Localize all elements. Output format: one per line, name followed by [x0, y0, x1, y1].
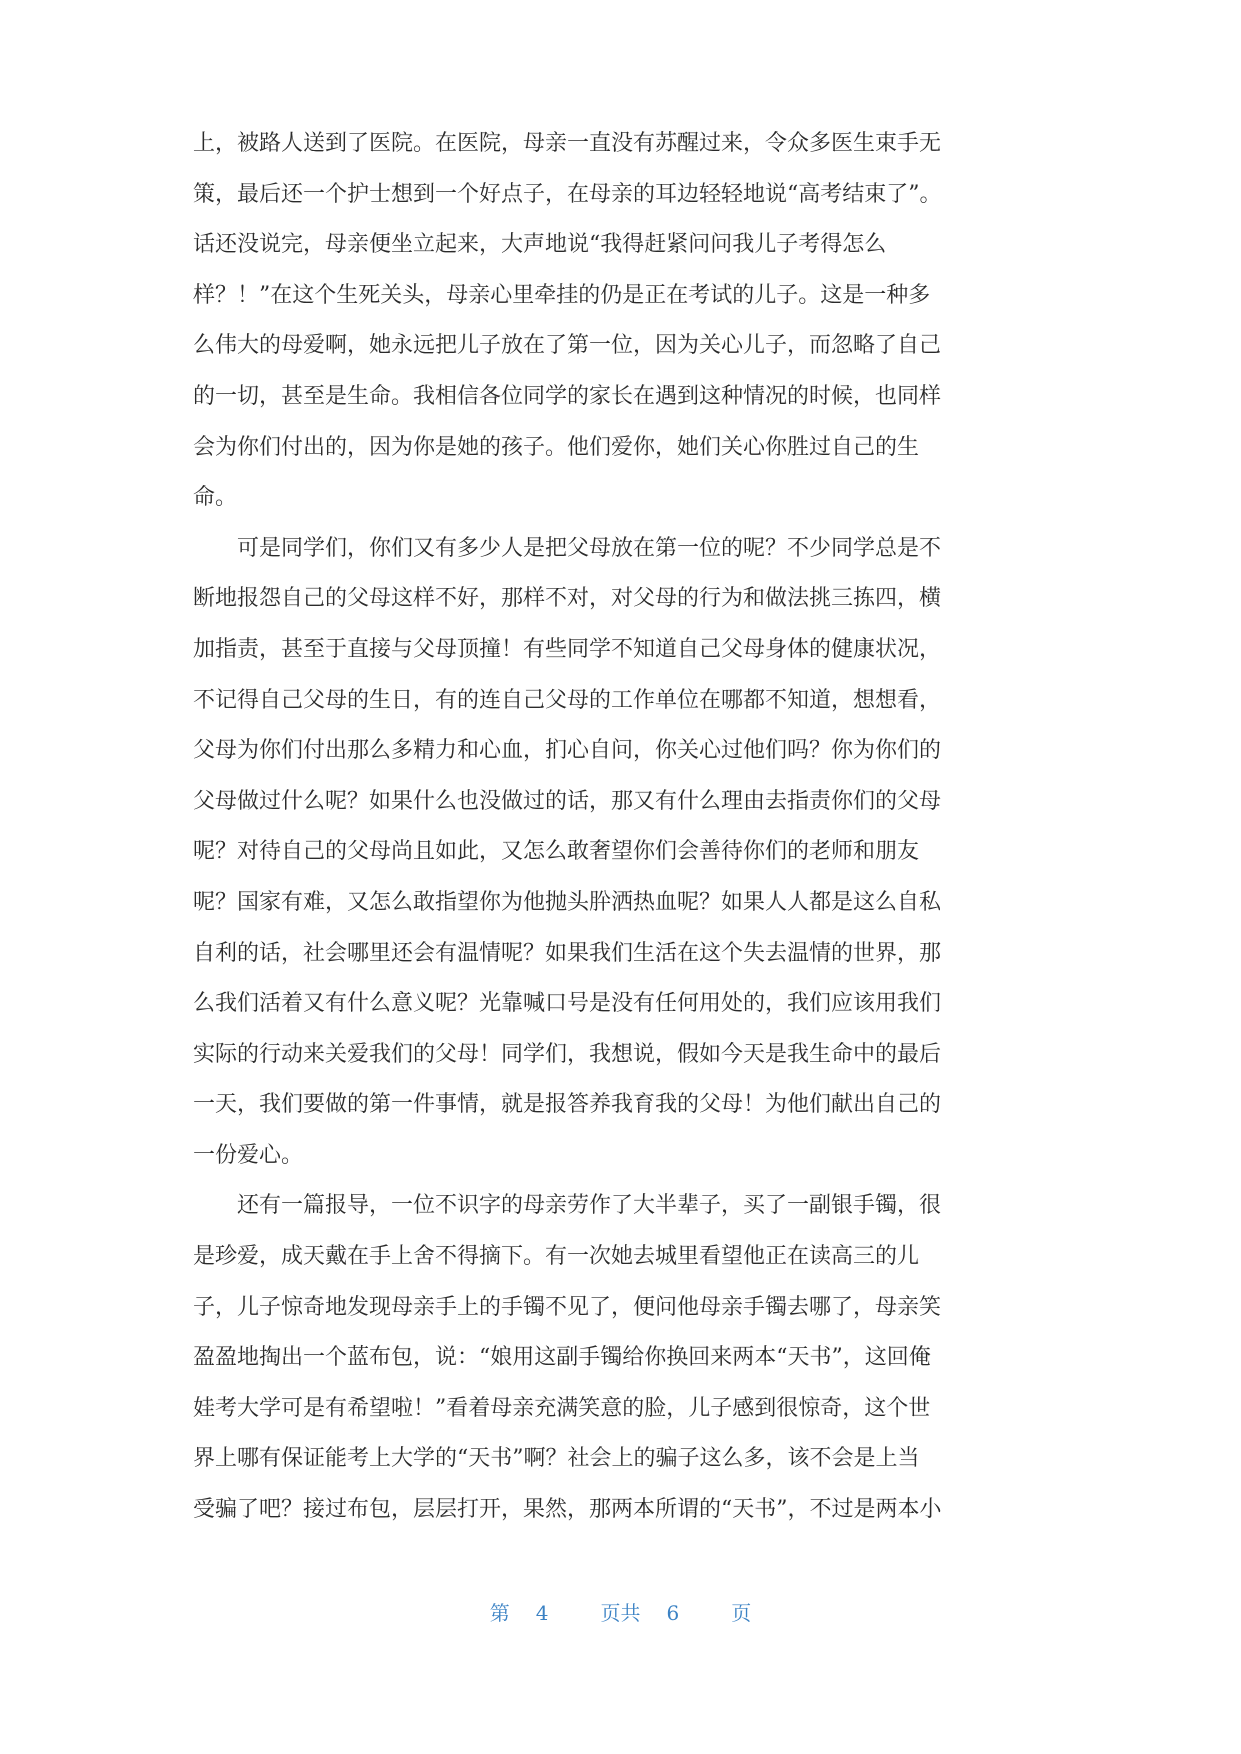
text-line: 么伟大的母爱啊，她永远把儿子放在了第一位，因为关心儿子，而忽略了自己 — [193, 333, 942, 359]
text-line: 是珍爱，成天戴在手上舍不得摘下。有一次她去城里看望他正在读高三的儿 — [193, 1244, 920, 1270]
text-line: 命。 — [193, 485, 238, 511]
text-line: 界上哪有保证能考上大学的“天书”啊？社会上的骗子这么多，该不会是上当 — [193, 1446, 920, 1472]
text-line: 还有一篇报导，一位不识字的母亲劳作了大半辈子，买了一副银手镯，很 — [193, 1193, 942, 1219]
text-line: 的一切，甚至是生命。我相信各位同学的家长在遇到这种情况的时候，也同样 — [193, 383, 942, 409]
document-body — [193, 119, 1053, 1536]
text-line: 一份爱心。 — [193, 1142, 304, 1168]
text-line: 加指责，甚至于直接与父母顶撞！有些同学不知道自己父母身体的健康状况， — [193, 636, 942, 662]
text-line: 受骗了吧？接过布包，层层打开，果然，那两本所谓的“天书”，不过是两本小 — [193, 1497, 942, 1523]
text-line: 样？！”在这个生死关头，母亲心里牵挂的仍是正在考试的儿子。这是一种多 — [193, 282, 931, 308]
text-line: 盈盈地掏出一个蓝布包，说：“娘用这副手镯给你换回来两本“天书”，这回俺 — [193, 1345, 931, 1371]
text-line: 不记得自己父母的生日，有的连自己父母的工作单位在哪都不知道，想想看， — [193, 687, 942, 713]
footer-prefix: 第 — [489, 1601, 510, 1625]
text-line: 父母为你们付出那么多精力和心血，扪心自问，你关心过他们吗？你为你们的 — [193, 738, 942, 764]
total-pages-number: 6 — [666, 1601, 680, 1625]
text-line: 一天，我们要做的第一件事情，就是报答养我育我的父母！为他们献出自己的 — [193, 1092, 942, 1118]
text-line: 可是同学们，你们又有多少人是把父母放在第一位的呢？不少同学总是不 — [193, 535, 942, 561]
footer-suffix: 页 — [731, 1601, 752, 1625]
text-line: 话还没说完，母亲便坐立起来，大声地说“我得赶紧问问我儿子考得怎么 — [193, 232, 887, 258]
text-line: 呢？国家有难，又怎么敢指望你为他抛头肸洒热血呢？如果人人都是这么自私 — [193, 889, 942, 915]
text-line: 么我们活着又有什么意义呢？光靠喊口号是没有任何用处的，我们应该用我们 — [193, 991, 942, 1017]
text-line: 子，儿子惊奇地发现母亲手上的手镯不见了，便问他母亲手镯去哪了，母亲笑 — [193, 1294, 942, 1320]
text-line: 呢？对待自己的父母尚且如此，又怎么敢奢望你们会善待你们的老师和朋友 — [193, 839, 920, 865]
text-line: 断地报怨自己的父母这样不好，那样不对，对父母的行为和做法挑三拣四，横 — [193, 586, 942, 612]
text-line: 实际的行动来关爱我们的父母！同学们，我想说，假如今天是我生命中的最后 — [193, 1041, 942, 1067]
text-line: 自利的话，社会哪里还会有温情呢？如果我们生活在这个失去温情的世界，那 — [193, 940, 942, 966]
footer-middle: 页共 — [600, 1601, 641, 1625]
text-line: 会为你们付出的，因为你是她的孩子。他们爱你，她们关心你胜过自己的生 — [193, 434, 920, 460]
text-line: 娃考大学可是有希望啦！”看着母亲充满笑意的脸，儿子感到很惊奇，这个世 — [193, 1395, 931, 1421]
text-line: 策，最后还一个护士想到一个好点子，在母亲的耳边轻轻地说“高考结束了”。 — [193, 181, 942, 207]
text-line: 父母做过什么呢？如果什么也没做过的话，那又有什么理由去指责你们的父母 — [193, 788, 942, 814]
page-footer — [0, 1597, 1241, 1626]
current-page-number: 4 — [535, 1601, 549, 1625]
text-line: 上，被路人送到了医院。在医院，母亲一直没有苏醒过来，令众多医生束手无 — [193, 131, 942, 156]
